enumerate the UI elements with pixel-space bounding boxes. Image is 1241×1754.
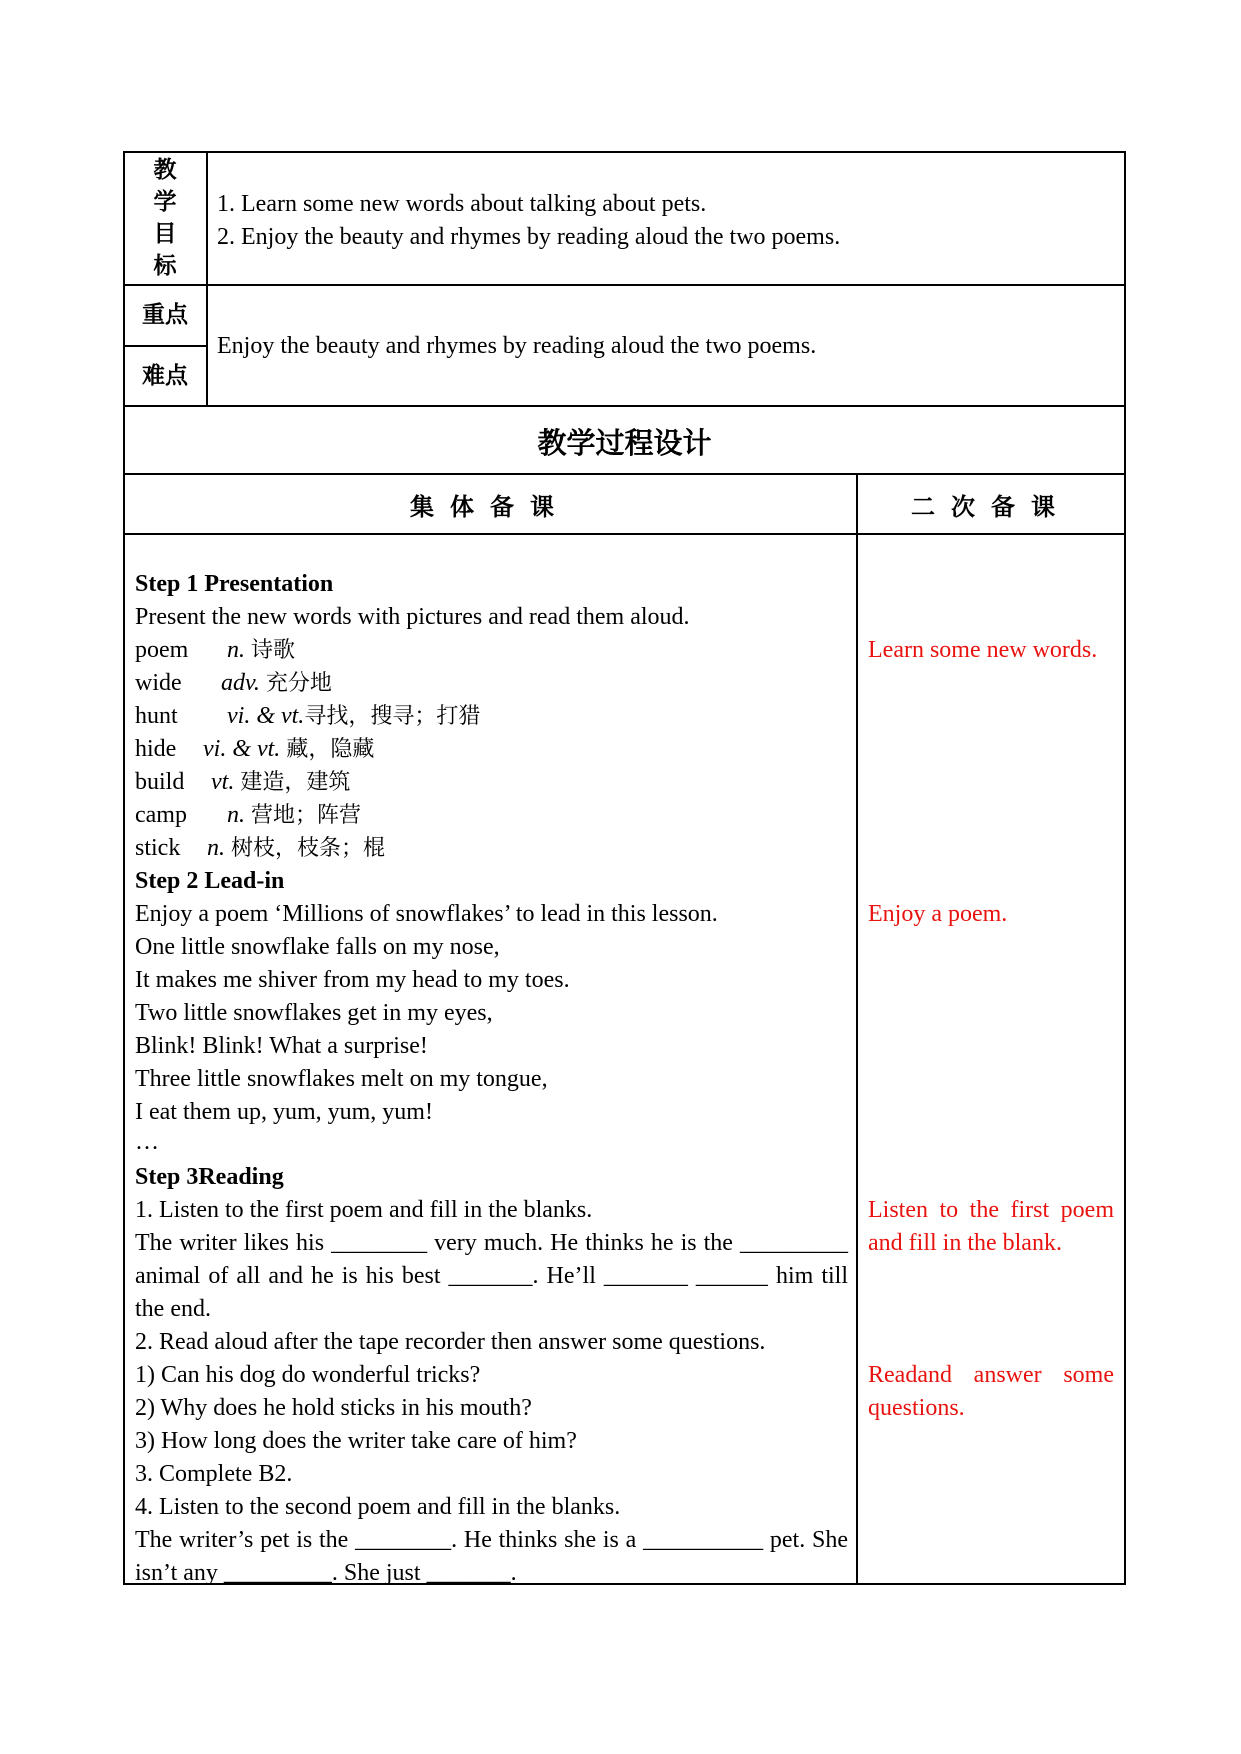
secondary-prep-header: 二次备课 [911,493,1071,521]
poem-ellipsis: … [135,1129,159,1155]
step3-task1: 1. Listen to the first poem and fill in the blanks. [135,1197,593,1223]
vocab-word: wide [135,670,182,696]
vocab-word: build [135,769,185,795]
vocab-pos: n. [227,802,245,828]
step3-task3: 3. Complete B2. [135,1461,293,1487]
process-column-divider [856,473,858,1585]
step3-task1-paragraph: The writer likes his ________ very much. He thinks he is the _________ animal of all and he is his best _______. He’ll _______ ______ him till the end. [135,1230,848,1322]
vocab-word: camp [135,802,187,828]
step3-task4-paragraph: The writer’s pet is the ________. He thinks she is a __________ pet. She isn’t any _________. She just _______. [135,1527,848,1586]
step3-note-1: Listen to the first poem and fill in the blank. [868,1197,1114,1256]
vocab-pos: n. [227,637,245,663]
vocab-meaning: 诗歌 [251,638,296,663]
step2-note: Enjoy a poem. [868,901,1008,927]
vocab-word: poem [135,637,189,663]
vocab-pos: vi. & vt. [203,736,281,762]
row-divider-1 [123,284,1126,286]
objectives-label-char: 标 [153,253,177,279]
step1-note: Learn some new words. [868,637,1098,663]
poem-line: Three little snowflakes melt on my tongue, [135,1066,548,1092]
vocab-meaning: 营地；阵营 [251,803,362,828]
vocab-meaning: 藏，隐藏 [286,737,375,762]
objective-item-1: 1. Learn some new words about talking about pets. [217,191,707,217]
poem-line: Two little snowflakes get in my eyes, [135,1000,493,1026]
vocab-pos: n. [207,835,225,861]
row-divider-3 [123,473,1126,475]
vocab-pos: adv. [221,670,260,696]
vocab-meaning: 树枝，枝条；棍 [231,836,386,861]
step2-title: Step 2 Lead-in [135,868,285,894]
question-item: 2) Why does he hold sticks in his mouth? [135,1395,532,1421]
difficult-point-label: 难点 [142,363,188,389]
vocab-pos: vt. [211,769,235,795]
vocab-word: stick [135,835,181,861]
step3-task4: 4. Listen to the second poem and fill in the blanks. [135,1494,621,1520]
poem-line: I eat them up, yum, yum, yum! [135,1099,433,1125]
label-column-divider [206,151,208,406]
vocab-meaning: 建造，建筑 [240,770,351,795]
collective-prep-header: 集体备课 [410,493,570,521]
vocab-word: hide [135,736,177,762]
step2-intro: Enjoy a poem ‘Millions of snowflakes’ to lead in this lesson. [135,901,718,927]
objectives-label-char: 教 [153,157,177,183]
step3-title: Step 3Reading [135,1164,284,1190]
key-point-label: 重点 [142,302,188,328]
objective-item-2: 2. Enjoy the beauty and rhymes by reading aloud the two poems. [217,224,841,250]
poem-line: Blink! Blink! What a surprise! [135,1033,428,1059]
vocab-meaning: 充分地 [265,671,332,696]
step1-intro: Present the new words with pictures and read them aloud. [135,604,690,630]
poem-line: One little snowflake falls on my nose, [135,934,500,960]
vocab-meaning: 寻找，搜寻；打猎 [304,704,481,729]
process-title: 教学过程设计 [537,426,712,460]
objectives-label [125,154,205,282]
vocab-pos: vi. & vt. [227,703,305,729]
objectives-label-char: 目 [153,221,177,247]
step3-note-2: Readand answer some questions. [868,1362,1114,1421]
row-divider-key-difficult [123,345,207,347]
step3-task2: 2. Read aloud after the tape recorder then answer some questions. [135,1329,766,1355]
step1-title: Step 1 Presentation [135,571,334,597]
question-item: 3) How long does the writer take care of him? [135,1428,577,1454]
poem-line: It makes me shiver from my head to my toes. [135,967,570,993]
key-point-text: Enjoy the beauty and rhymes by reading aloud the two poems. [217,333,817,359]
vocab-word: hunt [135,703,178,729]
row-divider-2 [123,405,1126,407]
row-divider-4 [123,533,1126,535]
question-item: 1) Can his dog do wonderful tricks? [135,1362,481,1388]
objectives-label-char: 学 [153,189,177,215]
